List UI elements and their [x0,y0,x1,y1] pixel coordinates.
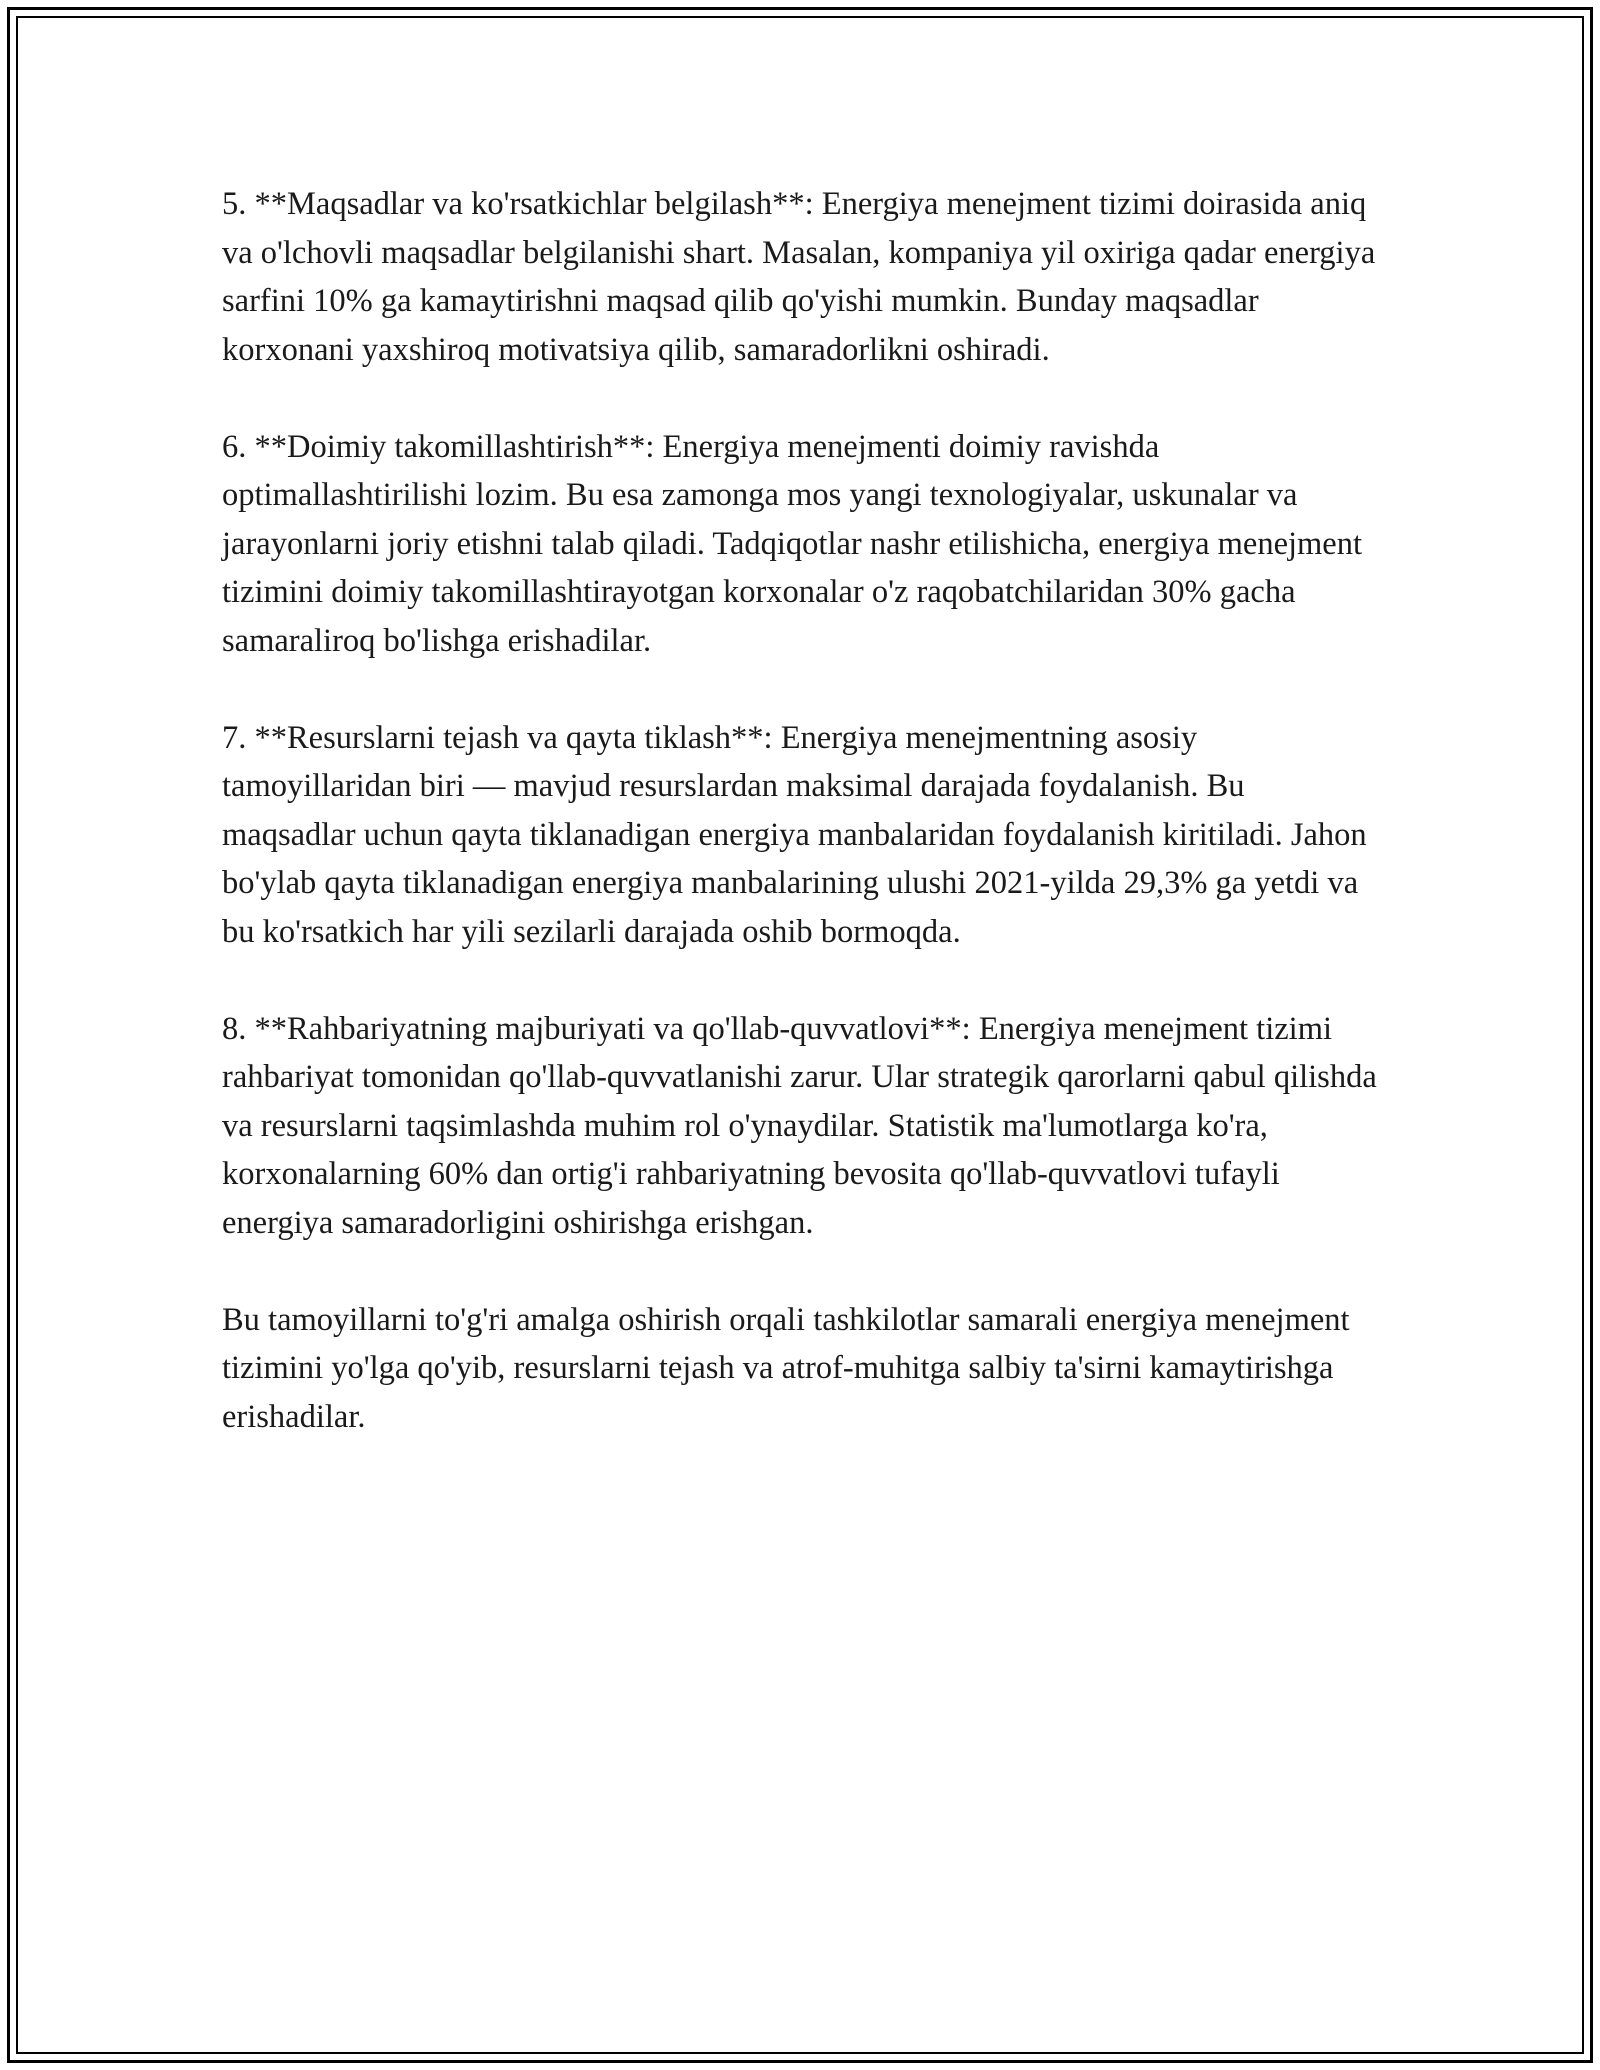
document-body [222,180,1382,1441]
paragraph-goals-and-indicators: 5. **Maqsadlar va ko'rsatkichlar belgilash**: Energiya menejment tizimi doirasida aniq va o'lchovli maqsadlar belgilanishi shart. Masalan, kompaniya yil oxiriga qadar energiya sarfini 10% ga kamaytirishni maqsad qilib qo'yishi mumkin. Bunday maqsadlar korxonani yaxshiroq motivatsiya qilib, samaradorlikni oshiradi. [222,186,1376,368]
paragraph-conclusion: Bu tamoyillarni to'g'ri amalga oshirish orqali tashkilotlar samarali energiya menejment tizimini yo'lga qo'yib, resurslarni tejash va atrof-muhitga salbiy ta'sirni kamaytirishga erishadilar. [222,1301,1350,1435]
paragraph-resource-saving: 7. **Resurslarni tejash va qayta tiklash**: Energiya menejmentning asosiy tamoyillaridan biri — mavjud resurslardan maksimal darajada foydalanish. Bu maqsadlar uchun qayta tiklanadigan energiya manbalaridan foydalanish kiritiladi. Jahon bo'ylab qayta tiklanadigan energiya manbalarining ulushi 2021-yilda 29,3% ga yetdi va bu ko'rsatkich har yili sezilarli darajada oshib bormoqda. [222,719,1367,950]
paragraph-leadership-commitment: 8. **Rahbariyatning majburiyati va qo'llab-quvvatlovi**: Energiya menejment tizimi rahbariyat tomonidan qo'llab-quvvatlanishi zarur. Ular strategik qarorlarni qabul qilishda va resurslarni taqsimlashda muhim rol o'ynaydilar. Statistik ma'lumotlarga ko'ra, korxonalarning 60% dan ortig'i rahbariyatning bevosita qo'llab-quvvatlovi tufayli energiya samaradorligini oshirishga erishgan. [222,1010,1377,1241]
paragraph-continuous-improvement: 6. **Doimiy takomillashtirish**: Energiya menejmenti doimiy ravishda optimallashtirilishi lozim. Bu esa zamonga mos yangi texnologiyalar, uskunalar va jarayonlarni joriy etishni talab qiladi. Tadqiqotlar nashr etilishicha, energiya menejment tizimini doimiy takomillashtirayotgan korxonalar o'z raqobatchilaridan 30% gacha samaraliroq bo'lishga erishadilar. [222,428,1363,659]
